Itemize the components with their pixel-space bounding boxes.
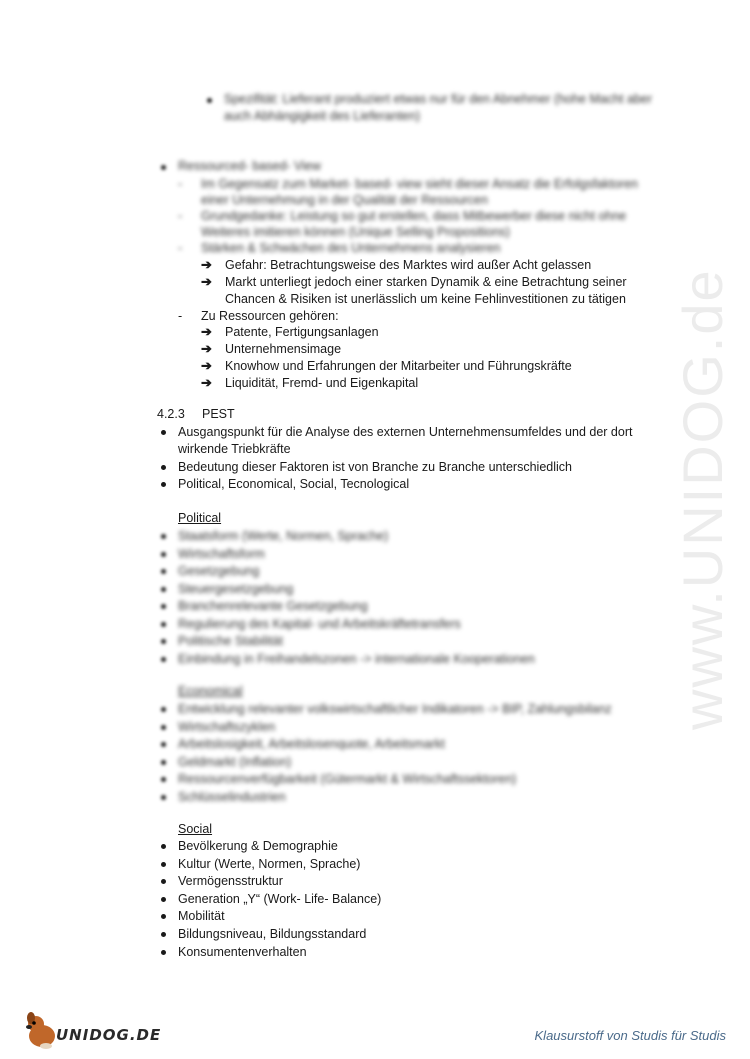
bullet [161,897,166,902]
bullet [161,552,166,557]
social-item: Konsumentenverhalten [178,944,307,959]
bullet [161,725,166,730]
pest-bullet-1a: Ausgangspunkt für die Analyse des externen Unternehmensumfeldes und der dort [178,425,633,439]
rbv-2a: Grundgedanke: Leistung so gut erstellen, dass Mitbewerber diese nicht ohne [201,209,627,223]
bullet [161,950,166,955]
bullet [207,98,212,103]
rbv-arrow-1: Gefahr: Betrachtungsweise des Marktes wird außer Acht gelassen [225,258,592,272]
bullet [161,534,166,539]
bullet [161,932,166,937]
dash: - [178,177,183,191]
ressourcen-item: Unternehmensimage [225,342,342,356]
ressourcen-item: Patente, Fertigungsanlagen [225,325,379,339]
political-item: Politische Stabilität [178,634,283,648]
bullet [161,862,166,867]
social-item: Generation „Y“ (Work- Life- Balance) [178,891,382,906]
arrow-icon: ➔ [201,375,212,390]
ressourcen-item: Liquidität, Fremd- und Eigenkapital [225,376,419,390]
pest-bullet-3: Political, Economical, Social, Tecnological [178,477,410,491]
footer-tagline: Klausurstoff von Studis für Studis [534,1028,726,1043]
ressourcen-item: Knowhow und Erfahrungen der Mitarbeiter und Führungskräfte [225,359,572,373]
arrow-icon: ➔ [201,257,212,272]
pest-bullet-2: Bedeutung dieser Faktoren ist von Branche zu Branche unterschiedlich [178,460,572,474]
bullet [161,795,166,800]
watermark: www.UNIDOG.de [671,268,734,730]
social-heading: Social [178,822,213,836]
dash: - [178,309,183,323]
spec-line-2: auch Abhängigkeit des Lieferanten) [224,109,420,123]
political-item: Regulierung des Kapital- und Arbeitskräftetransfers [178,616,461,631]
economical-item: Schlüsselindustrien [178,789,286,804]
economical-item: Entwicklung relevanter volkswirtschaftlicher Indikatoren -> BIP, Zahlungsbilanz [178,702,612,716]
bullet [161,622,166,627]
bullet [161,165,166,170]
political-item: Gesetzgebung [178,564,260,578]
bullet [161,482,166,487]
section-number: 4.2.3 [157,407,185,421]
political-item: Branchenrelevante Gesetzgebung [178,599,368,613]
rbv-3: Stärken & Schwächen des Unternehmens analysieren [201,241,501,255]
bullet [161,465,166,470]
rbv-2b: Weiteres imitieren können (Unique Selling Propositions) [201,225,510,239]
bullet [161,430,166,435]
bullet [161,844,166,849]
bullet [161,604,166,609]
arrow-icon: ➔ [201,274,212,289]
social-item: Mobilität [178,909,225,924]
social-item: Vermögensstruktur [178,874,283,889]
section-title: PEST [202,407,235,421]
arrow-icon: ➔ [201,324,212,339]
bullet [161,707,166,712]
arrow-icon: ➔ [201,358,212,373]
pest-bullet-1b: wirkende Triebkräfte [178,442,291,456]
rbv-arrow-2b: Chancen & Risiken ist unerlässlich um keine Fehlinvestitionen zu tätigen [225,292,626,306]
bullet [161,742,166,747]
bullet [161,587,166,592]
economical-item: Arbeitslosigkeit, Arbeitslosenquote, Arbeitsmarkt [178,737,445,751]
ressourcen-heading: Zu Ressourcen gehören: [201,309,339,323]
bullet [161,657,166,662]
rbv-title: Ressourced- based- View [178,159,321,173]
political-heading: Political [178,511,222,525]
logo-text: UNIDOG.DE [56,1026,162,1044]
unidog-logo [22,1010,162,1052]
bullet [161,639,166,644]
economical-item: Ressourcenverfügbarkeit (Gütermarkt & Wirtschaftssektoren) [178,772,517,786]
bullet [161,760,166,765]
social-item: Bildungsniveau, Bildungsstandard [178,927,367,941]
political-item: Steuergesetzgebung [178,581,294,596]
political-item: Wirtschaftsform [178,546,265,561]
bullet [161,879,166,884]
economical-item: Geldmarkt (Inflation) [178,754,292,769]
economical-item: Wirtschaftszyklen [178,719,276,734]
rbv-1b: einer Unternehmung in der Qualität der Ressourcen [201,193,488,207]
bullet [161,777,166,782]
dash: - [178,241,183,255]
arrow-icon: ➔ [201,341,212,356]
spec-line-1: Spezifität: Lieferant produziert etwas nur für den Abnehmer (hohe Macht aber [224,92,653,106]
social-item: Bevölkerung & Demographie [178,839,338,853]
political-item: Staatsform (Werte, Normen, Sprache) [178,529,389,543]
dash: - [178,209,183,223]
rbv-arrow-2a: Markt unterliegt jedoch einer starken Dynamik & eine Betrachtung seiner [225,275,627,289]
rbv-1a: Im Gegensatz zum Market- based- view sieht dieser Ansatz die Erfolgsfaktoren [201,177,638,191]
bullet [161,914,166,919]
bullet [161,569,166,574]
social-item: Kultur (Werte, Normen, Sprache) [178,856,361,871]
economical-heading: Economical [178,684,243,698]
political-item: Einbindung in Freihandelszonen -> internationale Kooperationen [178,651,535,666]
